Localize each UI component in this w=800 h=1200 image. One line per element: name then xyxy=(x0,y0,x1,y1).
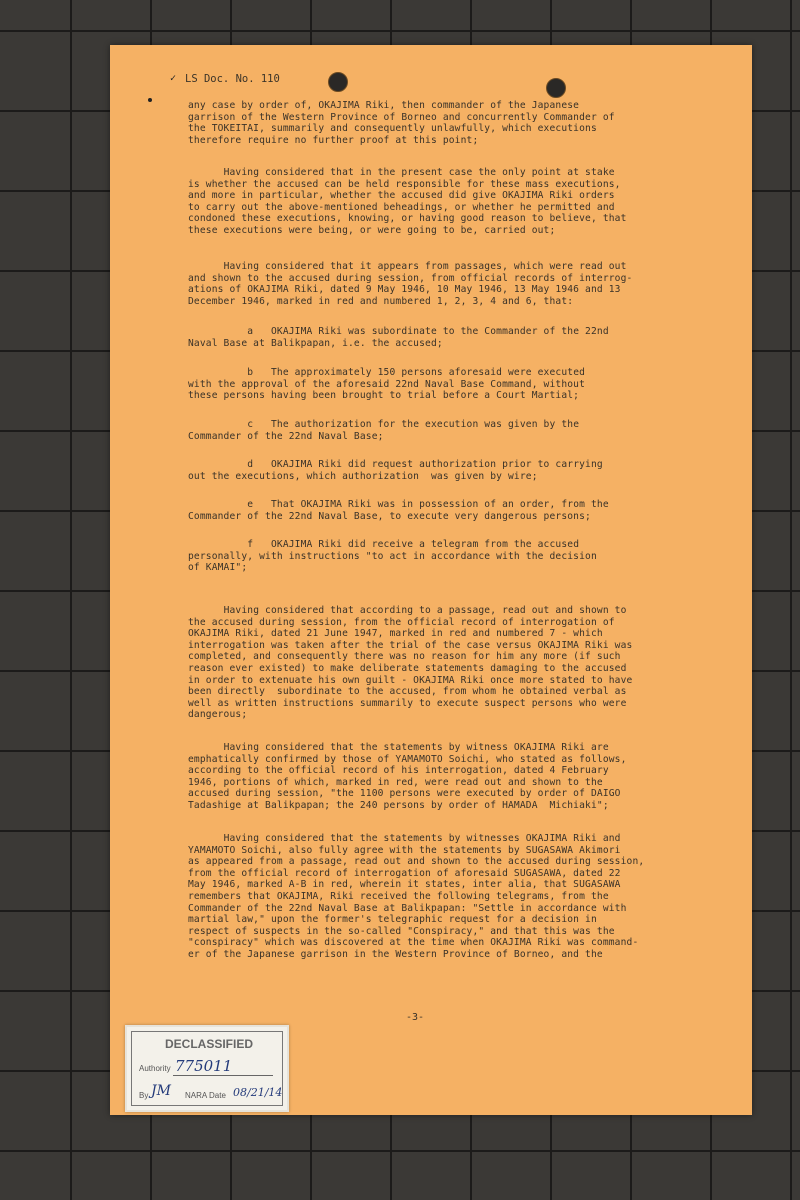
declassified-stamp xyxy=(125,1025,289,1112)
stamp-title: DECLASSIFIED xyxy=(165,1037,254,1051)
paragraph-item-d: d OKAJIMA Riki did request authorization prior to carrying out the executions, which authorization was given by wire; xyxy=(188,459,603,482)
by-value: JM xyxy=(151,1083,171,1099)
paragraph-item-e: e That OKAJIMA Riki was in possession of an order, from the Commander of the 22nd Naval Base, to execute very dangerous persons; xyxy=(188,499,609,522)
punch-hole-icon xyxy=(328,72,348,92)
punch-hole-icon xyxy=(546,78,566,98)
paragraph: Having considered that it appears from passages, which were read out and shown to the accused during session, from official records of interrog- ations of OKAJIMA Riki, dated 9 May 1946, 10 May 1946, 13 May 1946 and 13 December 1946, marked in red and numbered 1, 2, 3, 4 and 6, that: xyxy=(188,261,633,307)
paragraph-item-c: c The authorization for the execution was given by the Commander of the 22nd Naval Base; xyxy=(188,419,580,442)
page-number: -3- xyxy=(406,1012,425,1023)
paragraph: Having considered that the statements by witness OKAJIMA Riki are emphatically confirmed by those of YAMAMOTO Soichi, who stated as follows, according to the official record of his interrogation, dated 4 February 1946, portions of which, marked in red, were read out and shown to the accused during session, "the 1100 persons were executed by order of DAIGO Tadashige at Balikpapan; the 240 persons by order of HAMADA Michiaki"; xyxy=(188,742,627,811)
paragraph-item-a: a OKAJIMA Riki was subordinate to the Commander of the 22nd Naval Base at Balikpapan, i.e. the accused; xyxy=(188,326,609,349)
date-value: 08/21/14 xyxy=(233,1086,283,1099)
paragraph: Having considered that in the present case the only point at stake is whether the accused can be held responsible for these mass executions, and more in particular, whether the accused did give OKAJIMA Riki orders to carry out the above-mentioned beheadings, or whether he permitted and condoned these executions, knowing, or having good reason to believe, that these executions were being, or were going to be, carried out; xyxy=(188,167,627,236)
document-number: LS Doc. No. 110 xyxy=(185,73,280,85)
by-label: By xyxy=(139,1091,149,1100)
pencil-mark-icon: ✓ xyxy=(170,73,177,84)
authority-line xyxy=(173,1075,273,1076)
bullet-mark-icon xyxy=(148,98,152,102)
authority-label: Authority xyxy=(139,1064,171,1073)
document-page xyxy=(110,45,752,1115)
paragraph-item-f: f OKAJIMA Riki did receive a telegram from the accused personally, with instructions "to act in accordance with the decision of KAMAI"; xyxy=(188,539,597,574)
paragraph: Having considered that according to a passage, read out and shown to the accused during session, from the official record of interrogation of OKAJIMA Riki, dated 21 June 1947, marked in red and numbered 7 - which interrogation was taken after the trial of the case versus OKAJIMA Riki was completed, and consequently there was no reason for him any more (if such reason ever existed) to make deliberate statements damaging to the accused in order to extenuate his own guilt - OKAJIMA Riki once more stated to have been directly subordinate to the accused, from whom he obtained verbal as well as written instructions summarily to execute suspect persons who were dangerous; xyxy=(188,605,633,721)
paragraph-item-b: b The approximately 150 persons aforesaid were executed with the approval of the aforesaid 22nd Naval Base Command, without these persons having been brought to trial before a Court Martial; xyxy=(188,367,586,402)
paragraph: Having considered that the statements by witnesses OKAJIMA Riki and YAMAMOTO Soichi, also fully agree with the statements by SUGASAWA Akimori as appeared from a passage, read out and shown to the accused during session, from the official record of interrogation of aforesaid SUGASAWA, dated 22 May 1946, marked A-B in red, wherein it states, inter alia, that SUGASAWA remembers that OKAJIMA, Riki received the following telegrams, from the Commander of the 22nd Naval Base at Balikpapan: "Settle in accordance with martial law," upon the former's telegraphic request for a decision in respect of suspects in the so-called "Conspiracy," and that this was the "conspiracy" which was discovered at the time when OKAJIMA Riki was command- er of the Japanese garrison in the Western Province of Borneo, and the xyxy=(188,833,645,960)
nara-date-label: NARA Date xyxy=(185,1091,226,1100)
paragraph: any case by order of, OKAJIMA Riki, then commander of the Japanese garrison of the Western Province of Borneo and concurrently Commander of the TOKEITAI, summarily and consequently unlawfully, which executions therefore require no further proof at this point; xyxy=(188,100,615,146)
authority-value: 775011 xyxy=(175,1057,233,1075)
